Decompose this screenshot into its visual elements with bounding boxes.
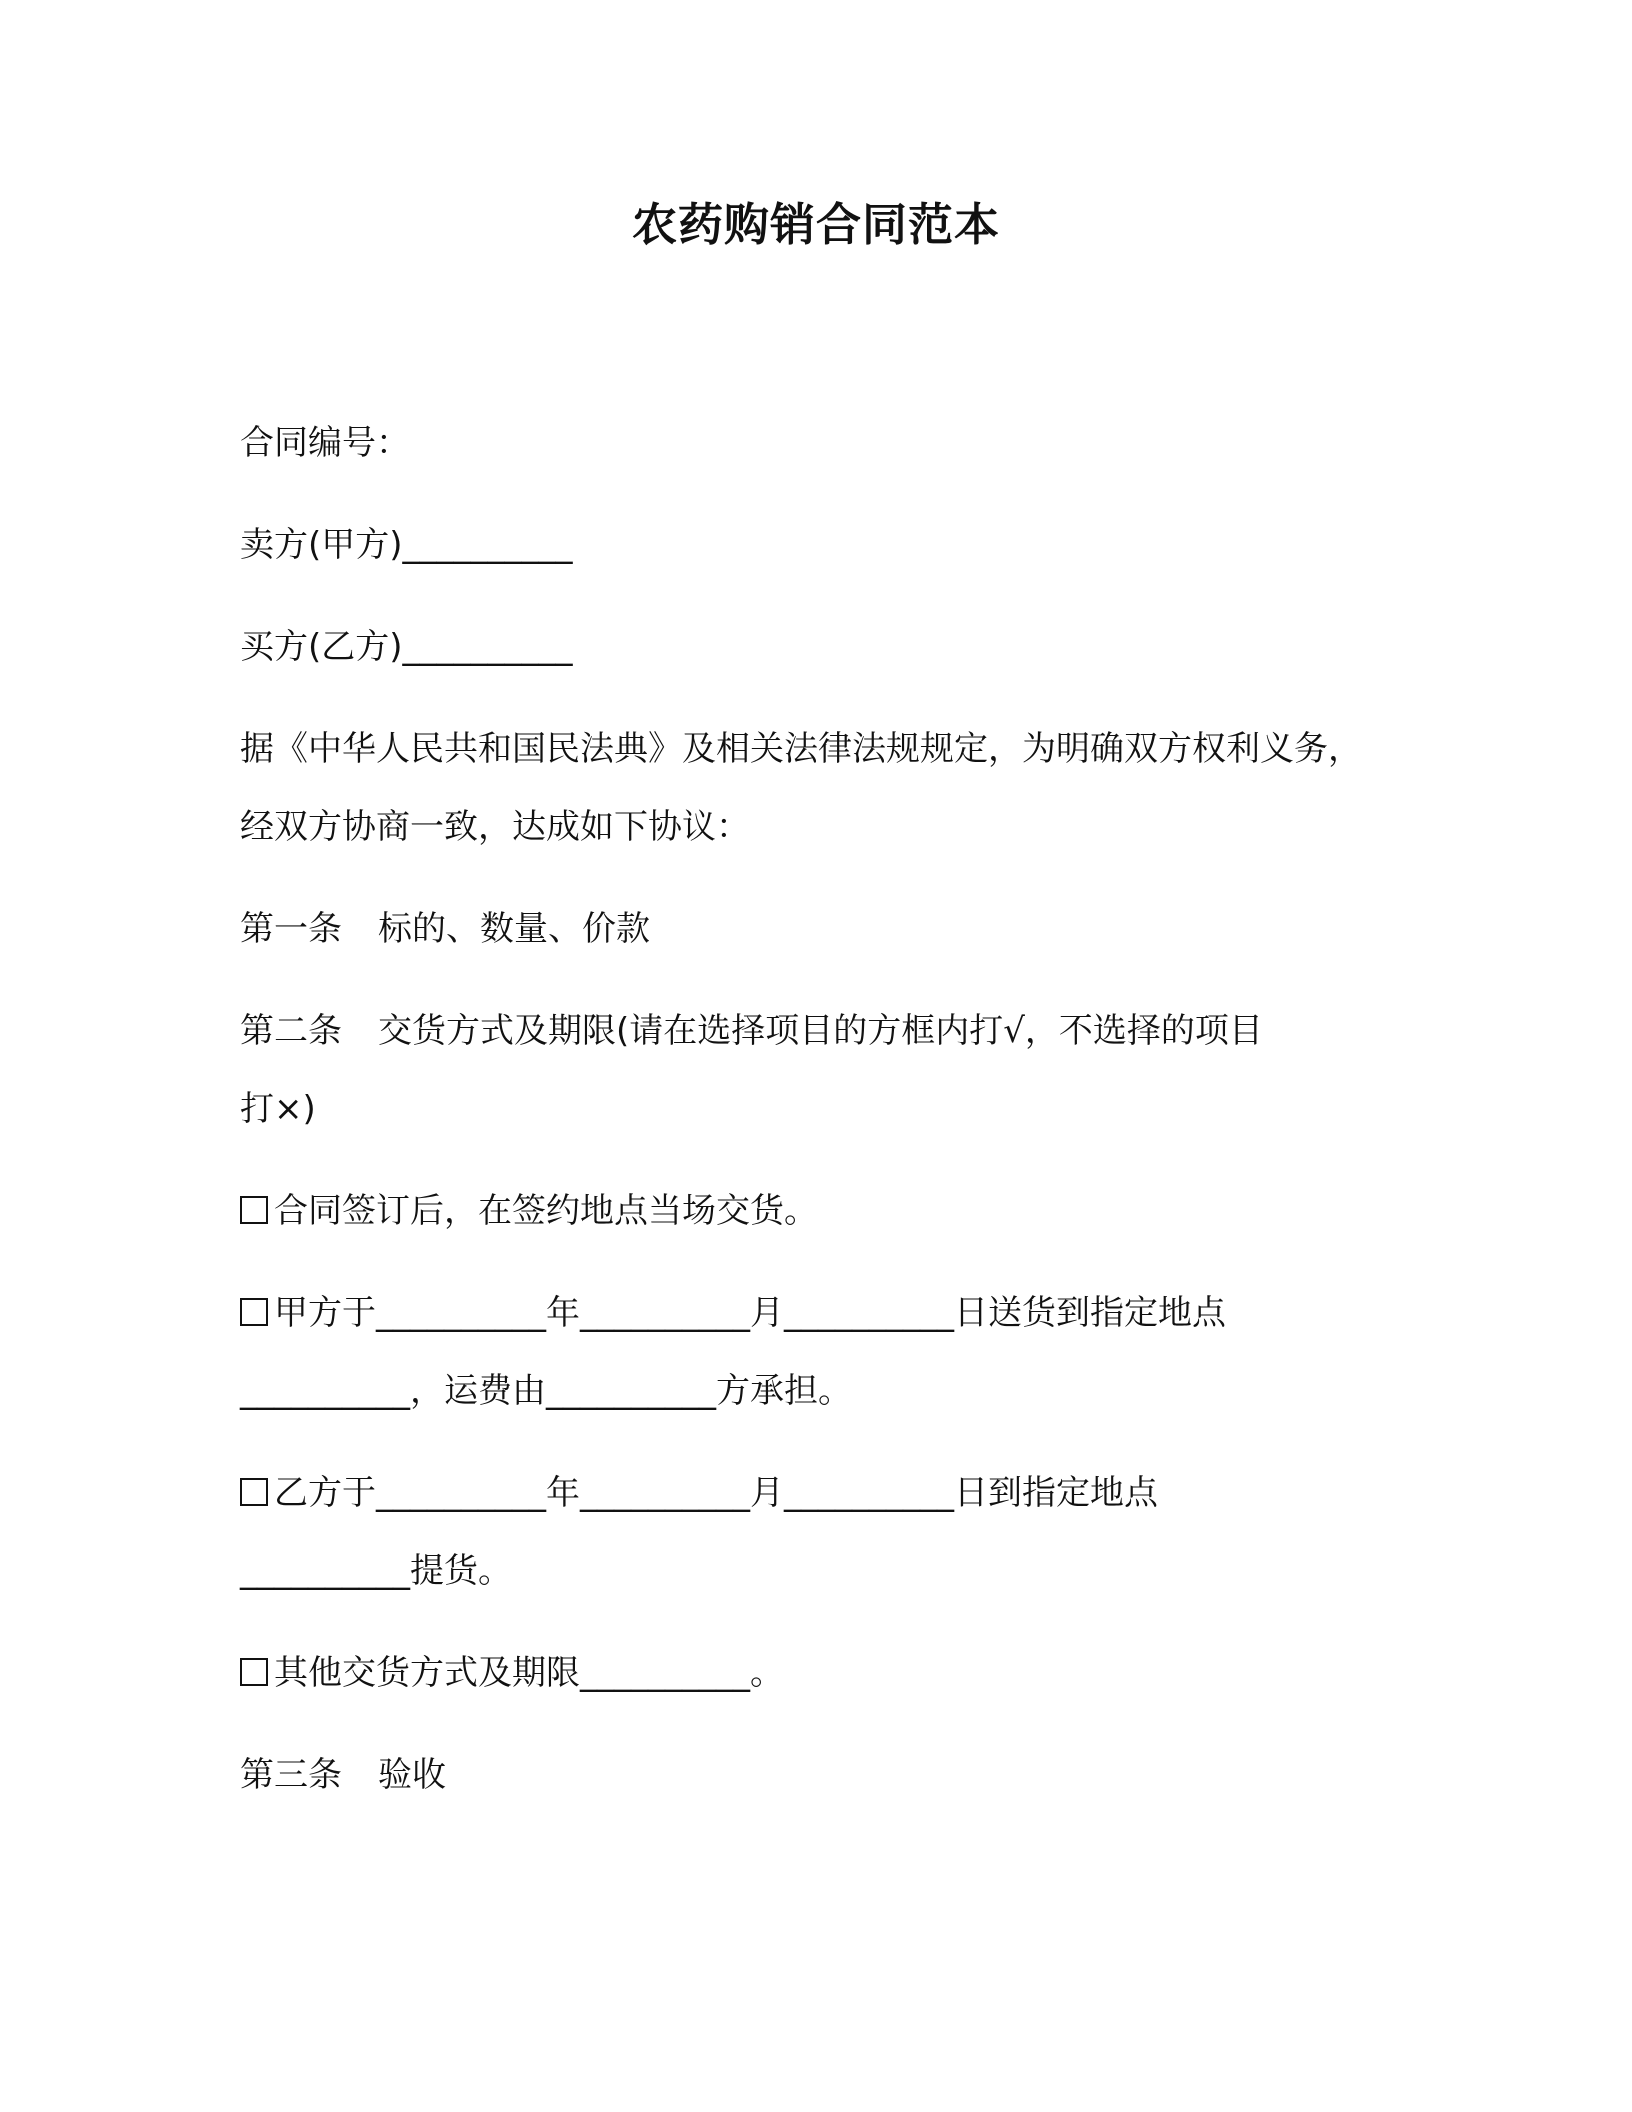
article-number: 第二条 bbox=[240, 1011, 342, 1051]
article-number: 第三条 bbox=[240, 1755, 342, 1795]
checkbox-icon[interactable] bbox=[240, 1478, 268, 1506]
article-heading: 交货方式及期限(请在选择项目的方框内打√，不选择的项目 bbox=[378, 1011, 1263, 1051]
delivery-option-2 bbox=[240, 1274, 1400, 1352]
article-3 bbox=[240, 1736, 1400, 1814]
article-2-heading-line-2: 打×) bbox=[240, 1089, 316, 1129]
checkbox-icon[interactable] bbox=[240, 1196, 268, 1224]
delivery-option-2-continued: __________，运费由__________方承担。 bbox=[240, 1371, 852, 1411]
intro-paragraph: 据《中华人民共和国民法典》及相关法律法规规定，为明确双方权利义务，经双方协商一致，达成如下协议： bbox=[240, 729, 1362, 847]
option-text: 其他交货方式及期限__________。 bbox=[274, 1653, 784, 1693]
contract-number-field: 合同编号： bbox=[240, 423, 410, 463]
seller-field: 卖方(甲方)__________ bbox=[240, 525, 573, 565]
article-heading: 标的、数量、价款 bbox=[378, 909, 650, 949]
delivery-option-4 bbox=[240, 1634, 1400, 1712]
article-heading: 验收 bbox=[378, 1755, 446, 1795]
option-text: 甲方于__________年__________月__________日送货到指定地点 bbox=[274, 1293, 1226, 1333]
checkbox-icon[interactable] bbox=[240, 1298, 268, 1326]
delivery-option-1 bbox=[240, 1172, 1400, 1250]
delivery-option-3-continued: __________提货。 bbox=[240, 1551, 512, 1591]
article-1 bbox=[240, 890, 1400, 968]
buyer-field: 买方(乙方)__________ bbox=[240, 627, 573, 667]
document-title: 农药购销合同范本 bbox=[631, 198, 1000, 251]
article-number: 第一条 bbox=[240, 909, 342, 949]
article-2-heading-line-1 bbox=[240, 992, 1400, 1070]
checkbox-icon[interactable] bbox=[240, 1658, 268, 1686]
option-text: 乙方于__________年__________月__________日到指定地点 bbox=[274, 1473, 1158, 1513]
option-text: 合同签订后，在签约地点当场交货。 bbox=[274, 1191, 818, 1231]
delivery-option-3 bbox=[240, 1454, 1400, 1532]
